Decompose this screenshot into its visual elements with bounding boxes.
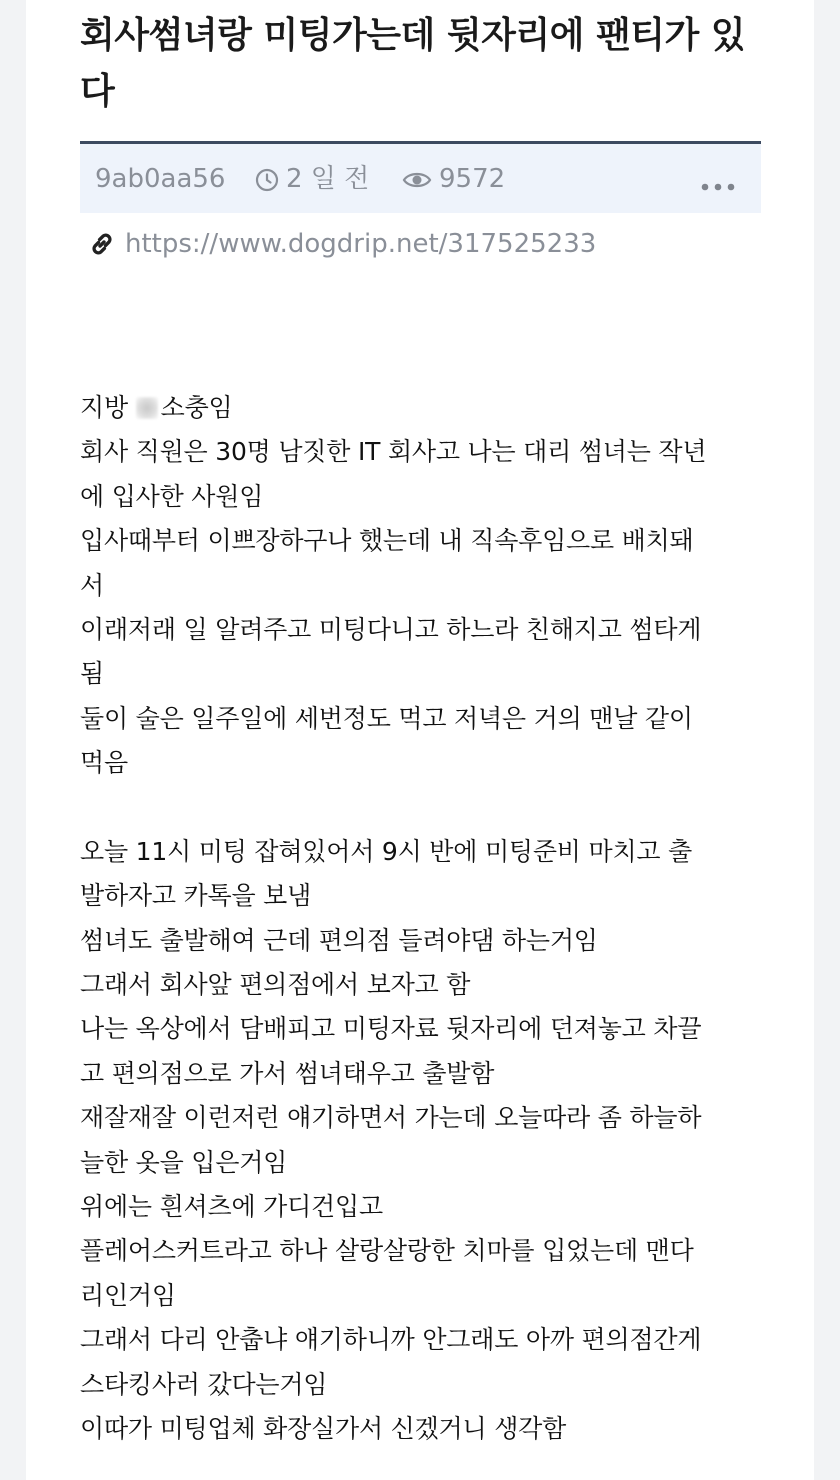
content-text-after-redaction: 소충임 xyxy=(160,393,233,422)
content-line: 플레어스커트라고 하나 살랑살랑한 치마를 입었는데 맨다 xyxy=(80,1236,694,1266)
clock-icon xyxy=(255,168,279,196)
content-line: 이래저래 일 알려주고 미팅다니고 하느라 친해지고 썸타게 xyxy=(80,614,702,644)
content-line: 에 입사한 사원임 xyxy=(80,481,264,511)
post-views: 9572 xyxy=(439,164,506,194)
redacted-text xyxy=(136,397,158,419)
link-icon xyxy=(88,230,116,262)
content-text-before-redaction: 지방 xyxy=(80,393,136,422)
content-line: 재잘재잘 이런저런 얘기하면서 가는데 오늘따라 좀 하늘하 xyxy=(80,1103,702,1133)
post-content xyxy=(80,386,770,1451)
post-author[interactable]: 9ab0aa56 xyxy=(95,164,226,194)
content-line: 그래서 회사앞 편의점에서 보자고 함 xyxy=(80,970,471,1000)
more-icon[interactable] xyxy=(701,176,735,184)
blank-line xyxy=(80,786,770,830)
content-line: 둘이 술은 일주일에 세번정도 먹고 저녁은 거의 맨날 같이 xyxy=(80,703,693,733)
content-line: 리인거임 xyxy=(80,1280,176,1310)
content-line: 위에는 흰셔츠에 가디건입고 xyxy=(80,1192,383,1222)
content-line: 늘한 옷을 입은거임 xyxy=(80,1147,288,1177)
content-line: 발하자고 카톡을 보냄 xyxy=(80,881,312,911)
content-line: 스타킹사러 갔다는거임 xyxy=(80,1369,328,1399)
content-line: 회사 직원은 30명 남짓한 IT 회사고 나는 대리 썸녀는 작년 xyxy=(80,437,707,467)
content-line xyxy=(80,386,770,430)
content-line: 됨 xyxy=(80,659,104,689)
post-page xyxy=(26,0,814,1480)
content-line: 나는 옥상에서 담배피고 미팅자료 뒷자리에 던져놓고 차끌 xyxy=(80,1014,702,1044)
post-url-link[interactable]: https://www.dogdrip.net/317525233 xyxy=(125,229,597,259)
eye-icon xyxy=(402,168,432,196)
content-line: 먹음 xyxy=(80,748,128,778)
content-line: 오늘 11시 미팅 잡혀있어서 9시 반에 미팅준비 마치고 출 xyxy=(80,836,693,866)
content-line: 썸녀도 출발해여 근데 편의점 들려야댐 하는거임 xyxy=(80,925,598,955)
post-date: 2 일 전 xyxy=(286,164,370,194)
content-line: 서 xyxy=(80,570,104,600)
post-meta-bar xyxy=(80,141,761,213)
post-title: 회사썸녀랑 미팅가는데 뒷자리에 팬티가 있다 xyxy=(80,15,746,112)
content-line: 그래서 다리 안춥냐 얘기하니까 안그래도 아까 편의점간게 xyxy=(80,1325,702,1355)
content-line: 이따가 미팅업체 화장실가서 신겠거니 생각함 xyxy=(80,1413,567,1443)
content-line: 입사때부터 이쁘장하구나 했는데 내 직속후임으로 배치돼 xyxy=(80,526,694,556)
content-line: 고 편의점으로 가서 썸녀태우고 출발함 xyxy=(80,1058,495,1088)
